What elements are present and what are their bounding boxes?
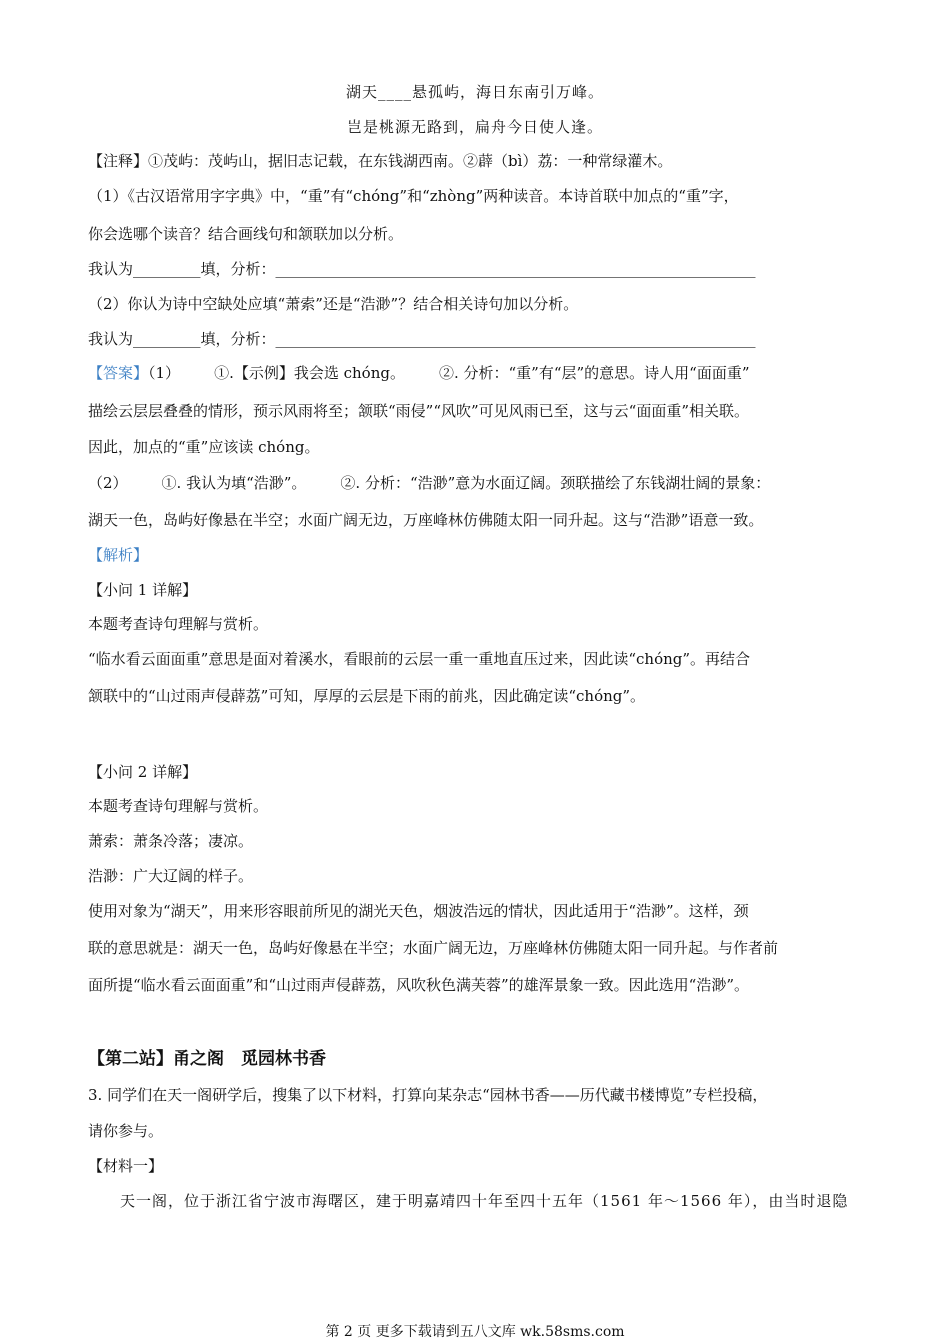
sub-question-1-line-1: 本题考查诗句理解与赏析。 [88, 615, 269, 633]
poem-line-2: 岂是桃源无路到，扁舟今日使人逢。 [346, 118, 603, 136]
sub-question-2-line-6: 面所提“临水看云面面重”和“山过雨声侵薜荔，风吹秋色满芙蓉”的雄浑景象一致。因此选用“浩渺”。 [88, 976, 750, 994]
material-1-label: 【材料一】 [88, 1157, 164, 1175]
sub-question-2-line-3: 浩渺：广大辽阔的样子。 [88, 867, 254, 885]
sub-question-2-line-4: 使用对象为“湖天”，用来形容眼前所见的湖光天色，烟波浩远的情状，因此适用于“浩渺”。这样，颈 [88, 902, 749, 920]
answer-part-2-line-2: 湖天一色，岛屿好像悬在半空；水面广阔无边，万座峰林仿佛随太阳一同升起。这与“浩渺”语意一致。 [88, 511, 764, 529]
note: 【注释】①茂屿：茂屿山，据旧志记载，在东钱湖西南。②薜（bì）荔：一种常绿灌木。 [88, 152, 673, 170]
sub-question-1-title: 【小问 1 详解】 [88, 581, 198, 599]
question-3-line-2: 请你参与。 [88, 1122, 164, 1140]
material-1-text: 天一阁，位于浙江省宁波市海曙区，建于明嘉靖四十年至四十五年（1561 年～1566 年），由当时退隐 [120, 1192, 849, 1210]
answer-part-1-a: ①.【示例】我会选 chóng。 [214, 364, 405, 382]
sub-question-1-line-2: “临水看云面面重”意思是面对着溪水，看眼前的云层一重一重地直压过来，因此读“chóng”。再结合 [88, 650, 751, 668]
sub-question-1-line-3: 颔联中的“山过雨声侵薜荔”可知，厚厚的云层是下雨的前兆，因此确定读“chóng”。 [88, 687, 646, 705]
question-1-line-2: 你会选哪个读音？结合画线句和颔联加以分析。 [88, 225, 404, 243]
answer-part-1-line-3: 因此，加点的“重”应该读 chóng。 [88, 438, 320, 456]
answer-part-1-line-1 [88, 363, 750, 383]
answer-part-2-a: ①. 我认为填“浩渺”。 [161, 474, 307, 492]
answer-part-1-b: ②. 分析：“重”有“层”的意思。诗人用“面面重” [438, 364, 750, 382]
sub-question-2-title: 【小问 2 详解】 [88, 763, 198, 781]
answer-part-2-b: ②. 分析：“浩渺”意为水面辽阔。颈联描绘了东钱湖壮阔的景象： [340, 474, 771, 492]
question-2-answer-line: 我认为_________填，分析：________________________________________________________________ [88, 330, 756, 348]
sub-question-2-line-2: 萧索：萧条冷落；凄凉。 [88, 832, 254, 850]
poem-line-1: 湖天____悬孤屿，海日东南引万峰。 [345, 83, 604, 101]
question-1-line-1: （1）《古汉语常用字字典》中，“重”有“chóng”和“zhòng”两种读音。本诗首联中加点的“重”字， [88, 187, 739, 205]
question-3-line-1: 3. 同学们在天一阁研学后，搜集了以下材料，打算向某杂志“园林书香——历代藏书楼博览”专栏投稿， [88, 1086, 768, 1104]
answer-part-2-number: （2） [88, 474, 128, 492]
analysis-label: 【解析】 [88, 546, 149, 564]
answer-part-2-line-1 [88, 473, 770, 493]
question-1-answer-line: 我认为_________填，分析：________________________________________________________________ [88, 260, 756, 278]
question-2-line-1: （2）你认为诗中空缺处应填“萧索”还是“浩渺”？结合相关诗句加以分析。 [88, 295, 579, 313]
section-2-title: 【第二站】甬之阁 觅园林书香 [88, 1049, 326, 1069]
answer-part-1-line-2: 描绘云层层叠叠的情形，预示风雨将至；颔联“雨侵”“风吹”可见风雨已至，这与云“面面重”相关联。 [88, 402, 750, 420]
answer-part-1-number: （1） [148, 364, 181, 382]
sub-question-2-line-5: 联的意思就是：湖天一色，岛屿好像悬在半空；水面广阔无边，万座峰林仿佛随太阳一同升起。与作者前 [88, 939, 779, 957]
sub-question-2-line-1: 本题考查诗句理解与赏析。 [88, 797, 269, 815]
page-footer: 第 2 页 更多下载请到五八文库 wk.58sms.com [325, 1324, 625, 1340]
answer-label: 【答案】 [88, 364, 149, 382]
